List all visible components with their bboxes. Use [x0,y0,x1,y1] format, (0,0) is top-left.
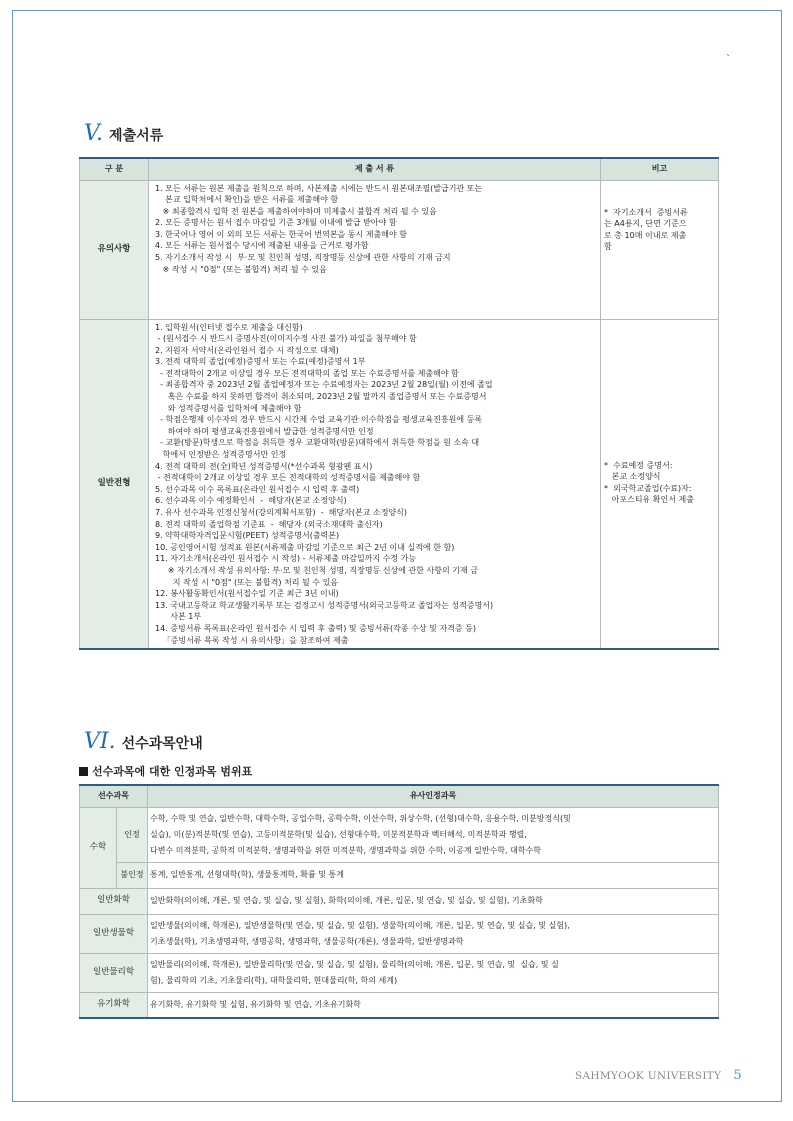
note-line: 로 총 10매 이내로 제출 [604,230,687,240]
note-line: 함 [604,242,612,252]
corner-mark: ` [726,54,731,65]
row-category-general: 일반전형 [80,319,149,649]
cautions-content [149,180,601,319]
subject-general-chemistry: 일반화학 [80,888,148,914]
list-item: 본교 입학처에서 확인)을 받은 서류를 제출해야 함 [155,195,339,205]
course-table-subtitle [79,763,252,779]
page-number: 5 [733,1068,742,1083]
list-item: 1. 입학원서(인터넷 접수로 제출을 대신함) [155,322,303,332]
header-note: 비고 [601,158,719,180]
note-line: * 수료예정 증명서: [604,460,673,470]
biology-courses [148,914,719,953]
list-item: - (원서접수 시 반드시 증명사진(이미지수정 사진 불가) 파일을 첨부해야 함 [155,334,417,344]
note-line: 아포스티유 확인서 제출 [604,495,694,505]
list-item: 3. 한국어나 영어 이 외의 모든 서류는 한국어 번역본을 동시 제출해야 함 [155,229,407,239]
list-item: - 최종합격자 중 2023년 2월 졸업예정자 또는 수료예정자는 2023년 2월 28일(월) 이전에 졸업 [155,380,493,390]
list-item: 13. 국내고등학교 학교생활기록부 또는 검정고시 성적증명서(외국고등학교 졸업자는 성적증명서) [155,600,494,610]
list-item: 11. 자기소개서(온라인 원서접수 시 작성) - 서류제출 마감일까지 수정 가능 [155,554,417,564]
table-row [80,914,719,953]
header-subject: 선수과목 [80,785,148,807]
list-item: 5. 선수과목 이수 목록표(온라인 원서접수 시 입력 후 출력) [155,484,360,494]
list-item: 6. 선수과목 이수 예정확인서 - 해당자(본교 소정양식) [155,496,347,506]
list-item: 2. 지원자 서약서(온라인원서 접수 시 작성으로 대체) [155,345,339,355]
list-item: - 전적대학이 2개교 이상일 경우 모든 전적대학의 졸업 또는 수료증명서를 제출해야 함 [155,368,459,378]
subtitle-text: 선수과목에 대한 인정과목 범위표 [92,765,253,778]
math-recognized-courses [148,807,719,862]
table-row [80,992,719,1018]
list-item: 4. 전적 대학의 전(全)학년 성적증명서(*선수과목 형광펜 표시) [155,461,373,471]
list-item: - 전적대학이 2개교 이상일 경우 모든 전적대학의 성적증명서를 제출해야 함 [155,473,421,483]
list-item: ※ 작성 시 "0점" (또는 불합격) 처리 될 수 있음 [155,264,327,274]
section-5-heading [84,121,163,146]
list-item: ※ 최종합격시 입학 전 원본을 제출하여야하며 미제출시 불합격 처리 될 수 있음 [155,206,437,216]
list-item: 14. 증빙서류 목록표(온라인 원서접수 시 입력 후 출력) 및 증빙서류(각종 수상 및 자격증 등) [155,623,477,633]
course-line: 일반생물(의이해, 학개론), 일반생물학(및 연습, 및 실습, 및 실험), 생물학(의이해, 개론, 입문, 및 연습, 및 실습, 및 실험), [150,920,570,930]
general-admission-content [149,319,601,649]
list-item: 사본 1부 [155,612,202,622]
row-category-cautions: 유의사항 [80,180,149,319]
list-item: 학에서 인정받은 성적증명서만 인정 [155,450,287,460]
note-line: 는 A4용지, 단면 기준으 [604,219,687,229]
course-line: 일반물리(의이해, 학개론), 일반물리학(및 연습, 및 실습, 및 실험), 물리학(의이해, 개론, 입문, 및 연습, 및 실습, 및 실 [150,959,559,969]
section-6-number: VI. [84,729,116,754]
list-item: 와 성적증명서를 입학처에 제출해야 함 [155,403,302,413]
table-row [80,180,719,319]
list-item: 지 작성 시 "0점" (또는 불합격) 처리 될 수 있음 [155,577,339,587]
course-line: 험), 물리학의 기초, 기초물리(학), 대학물리학, 현대물리(학, 학의 세계) [150,975,398,985]
section-5-title: 제출서류 [109,128,164,144]
list-item: 1. 모든 서류는 원본 제출을 원칙으로 하며, 사본제출 시에는 반드시 원본대조필(발급기관 또는 [155,183,483,193]
chemistry-courses [148,888,719,914]
list-item: ※ 자기소개서 작성 유의사항: 부·모 및 친인척 성명, 직장명등 신상에 관한 사항의 기재 금 [155,565,479,575]
header-category: 구 분 [80,158,149,180]
list-item: 4. 모든 서류는 원서접수 당시에 제출된 내용을 근거로 평가함 [155,241,369,251]
note-line: * 자기소개서 증빙서류 [604,207,688,217]
math-not-recognized-courses: 통계, 일반통계, 선형대학(학), 생물통계학, 확률 및 통계 [148,862,719,888]
list-item: 12. 봉사활동확인서(원서접수일 기준 최근 3년 이내) [155,589,339,599]
page-footer [575,1068,742,1083]
course-line: 일반화학(의이해, 개론, 및 연습, 및 실습, 및 실험), 화학(의이해, 개론, 입문, 및 연습, 및 실습, 및 실험), 기초화학 [150,896,543,905]
table-row [80,888,719,914]
list-item: 7. 유사 선수과목 인정신청서(강의계획서포함) - 해당자(본교 소정양식) [155,508,408,517]
list-item: 3. 전적 대학의 졸업(예정)증명서 또는 수료(예정)증명서 1부 [155,357,366,367]
math-recognized-label: 인정 [117,807,148,862]
course-line: 다변수 미적분학, 공학적 미적분학, 생명과학을 위한 미적분학, 생명과학을 위한 수학, 이공계 일반수학, 대학수학 [150,845,542,855]
cautions-note [601,180,719,319]
physics-courses [148,953,719,992]
list-item: 10. 공인영어시험 성적표 원본(서류제출 마감일 기준으로 최근 2년 이내 실적에 한 함) [155,542,455,552]
list-item: - 교환(방문)학생으로 학점을 취득한 경우 교환대학(방문)대학에서 취득한 학점을 원 소속 대 [155,438,480,448]
section-6-heading [84,729,203,754]
section-6-title: 선수과목안내 [121,736,203,752]
subject-general-physics: 일반물리학 [80,953,148,992]
table-row [80,862,719,888]
course-line: 기초생물(학), 기초생명과학, 생명공학, 생명과학, 생물공학(개론), 생물과학, 일반생명과학 [150,936,464,946]
footer-university: SAHMYOOK UNIVERSITY [575,1070,722,1082]
course-line: 실습), 미(분)적분학(및 연습), 고등미적분학(및 실습), 선형대수학, 미분적분학과 벡터해석, 미적분학과 행렬, [150,829,527,839]
list-item: 혹은 수료를 하지 못하면 합격이 취소되며, 2023년 2월 말까지 졸업증명서 또는 수료증명서 [155,392,487,402]
submission-documents-table [79,157,719,650]
organic-chemistry-courses [148,992,719,1018]
table-row [80,807,719,862]
prerequisite-course-table [79,784,719,1019]
table-row [80,319,719,649]
course-line: 수학, 수학 및 연습, 일반수학, 대학수학, 공업수학, 공학수학, 이산수학, 위상수학, (선형)대수학, 응용수학, 미분방정식(및 [150,813,571,823]
general-admission-note [601,319,719,649]
list-item: 9. 약학대학자격입문시험(PEET) 성적증명서(출력본) [155,531,340,541]
math-not-recognized-label: 불인정 [117,862,148,888]
list-item: 「증빙서류 목록 작성 시 유의사항」을 참조하여 제출 [155,635,349,645]
note-line: * 외국학교졸업(수료)자: [604,483,692,493]
subject-general-biology: 일반생물학 [80,914,148,953]
subject-math: 수학 [80,807,117,888]
list-item: 8. 전적 대학의 졸업학점 기준표 - 해당자 (외국소재대학 출신자) [155,519,383,529]
subject-organic-chemistry: 유기화학 [80,992,148,1018]
list-item: 하여야 하며 평생교육진흥원에서 발급한 성적증명서만 인정 [155,426,374,436]
section-5-number: V. [84,121,104,146]
list-item: 5. 자기소개서 작성 시 부·모 및 친인척 성명, 직장명등 신상에 관한 사항의 기재 금지 [155,253,451,263]
square-bullet-icon [79,767,88,776]
table-header-row [80,158,719,180]
note-line: 본교 소정양식 [604,472,661,482]
table-header-row [80,785,719,807]
header-documents: 제 출 서 류 [149,158,601,180]
course-line: 유기화학, 유기화학 및 실험, 유기화학 및 연습, 기초유기화학 [150,999,361,1009]
header-similar: 유사인정과목 [148,785,719,807]
list-item: 2. 모든 증명서는 원서 접수 마감일 기준 3개월 이내에 발급 받아야 함 [155,218,397,228]
list-item: - 학점은행제 이수자의 경우 반드시 시간제 수업 교육기관 이수학점을 평생교육진흥원에 등록 [155,415,483,425]
table-row [80,953,719,992]
